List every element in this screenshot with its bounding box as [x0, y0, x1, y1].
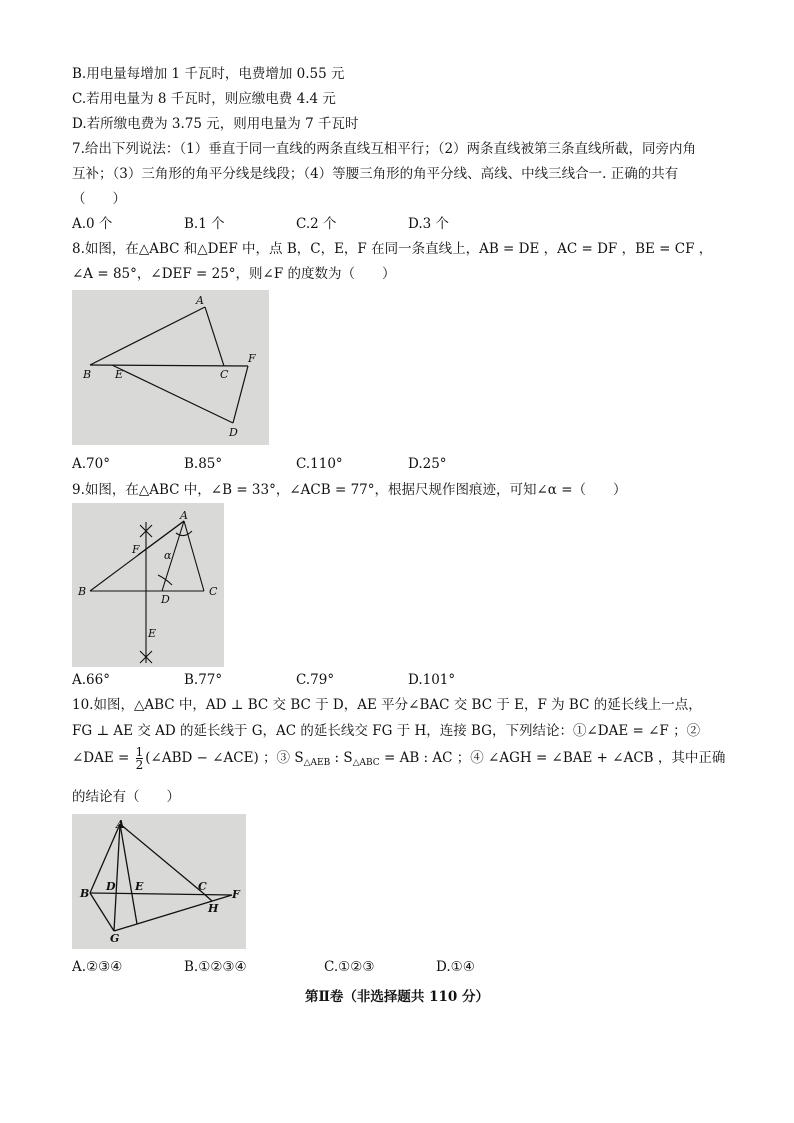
q8-option-a: A.70° — [72, 456, 110, 472]
q10-option-d: D.①④ — [436, 959, 475, 975]
question-10-text: 10.如图，△ABC 中，AD ⊥ BC 交 BC 于 D，AE 平分∠BAC 交 BC 于 E，F 为 BC 的延长线上一点， — [72, 697, 702, 713]
fig10-label-e: E — [135, 880, 144, 893]
q10-fraction-denominator: 2 — [135, 758, 144, 772]
line-option-c: C.若用电量为 8 千瓦时，则应缴电费 4.4 元 — [72, 91, 336, 107]
question-9-text: 9.如图，在△ABC 中，∠B = 33°，∠ACB = 77°，根据尺规作图痕迹，可知∠α =（ ） — [72, 482, 627, 498]
q10-formula-end: = AB : AC ；④ ∠AGH = ∠BAE + ∠ACB ，其中正确 — [379, 750, 726, 766]
q7-option-b: B.1 个 — [184, 216, 225, 232]
fig8-label-b: B — [83, 368, 92, 381]
fig8-label-f: F — [248, 352, 256, 365]
fig9-label-f: F — [132, 543, 140, 556]
figure-q9 — [72, 503, 224, 667]
fig8-label-c: C — [220, 368, 229, 381]
fig10-label-d: D — [106, 880, 116, 893]
q8-option-d: D.25° — [408, 456, 447, 472]
fig10-label-c: C — [198, 880, 207, 893]
fig10-label-h: H — [208, 902, 219, 915]
q8-option-b: B.85° — [184, 456, 223, 472]
fig10-label-f: F — [232, 888, 240, 901]
q7-option-a: A.0 个 — [72, 216, 113, 232]
q10-formula-lhs: ∠DAE = — [72, 750, 130, 766]
fig8-label-a: A — [196, 294, 204, 307]
q9-option-c: C.79° — [296, 672, 335, 688]
figure-q8 — [72, 290, 269, 445]
fig9-label-c: C — [209, 585, 218, 598]
q10-subscript-1: △AEB — [303, 758, 331, 768]
question-7-bracket: （ ） — [72, 191, 126, 207]
fig10-label-b: B — [80, 887, 90, 900]
fig9-label-e: E — [148, 627, 157, 640]
fig9-label-alpha: α — [164, 549, 172, 562]
q10-formula-mid2: : S — [330, 750, 353, 766]
q10-option-c: C.①②③ — [324, 959, 375, 975]
section-title: 第Ⅱ卷（非选择题共 110 分） — [305, 989, 489, 1005]
question-8-text: 8.如图，在△ABC 和△DEF 中，点 B，C，E，F 在同一条直线上，AB = DE ，AC = DF ，BE = CF ， — [72, 241, 713, 257]
q10-option-b: B.①②③④ — [184, 959, 247, 975]
question-10-text-4: 的结论有（ ） — [72, 789, 180, 805]
q9-option-b: B.77° — [184, 672, 223, 688]
fig8-label-d: D — [229, 426, 238, 439]
q9-option-d: D.101° — [408, 672, 456, 688]
question-10-text-3 — [72, 745, 725, 776]
fig10-label-g: G — [110, 932, 120, 945]
line-option-d: D.若所缴电费为 3.75 元，则用电量为 7 千瓦时 — [72, 116, 359, 132]
q7-option-d: D.3 个 — [408, 216, 450, 232]
q10-option-a: A.②③④ — [72, 959, 123, 975]
question-7-text-cont: 互补；（3）三角形的角平分线是线段；（4）等腰三角形的角平分线、高线、中线三线合一. 正确的共有 — [72, 166, 679, 182]
q10-fraction-numerator: 1 — [135, 745, 144, 759]
q10-formula-mid: (∠ABD − ∠ACE) ；③ S — [145, 750, 304, 766]
figure-q10-drawing — [72, 814, 246, 949]
fig9-label-b: B — [78, 585, 87, 598]
question-7-text: 7.给出下列说法：（1）垂直于同一直线的两条直线互相平行；（2）两条直线被第三条直线所截，同旁内角 — [72, 141, 697, 157]
q7-option-c: C.2 个 — [296, 216, 337, 232]
fig9-label-d: D — [161, 593, 170, 606]
figure-q8-drawing — [72, 290, 269, 445]
q9-option-a: A.66° — [72, 672, 110, 688]
question-10-text-2: FG ⊥ AE 交 AD 的延长线于 G，AC 的延长线交 FG 于 H，连接 BG，下列结论：①∠DAE = ∠F ；② — [72, 723, 701, 739]
fig10-label-a: A — [116, 818, 125, 831]
q10-fraction — [136, 746, 144, 771]
figure-q9-drawing — [72, 503, 224, 667]
fig9-label-a: A — [180, 509, 188, 522]
q10-subscript-2: △ABC — [352, 758, 380, 768]
line-option-b: B.用电量每增加 1 千瓦时，电费增加 0.55 元 — [72, 66, 345, 82]
figure-q10 — [72, 814, 246, 949]
question-8-text-cont: ∠A = 85°，∠DEF = 25°，则∠F 的度数为（ ） — [72, 266, 396, 282]
fig8-label-e: E — [115, 368, 124, 381]
q8-option-c: C.110° — [296, 456, 343, 472]
